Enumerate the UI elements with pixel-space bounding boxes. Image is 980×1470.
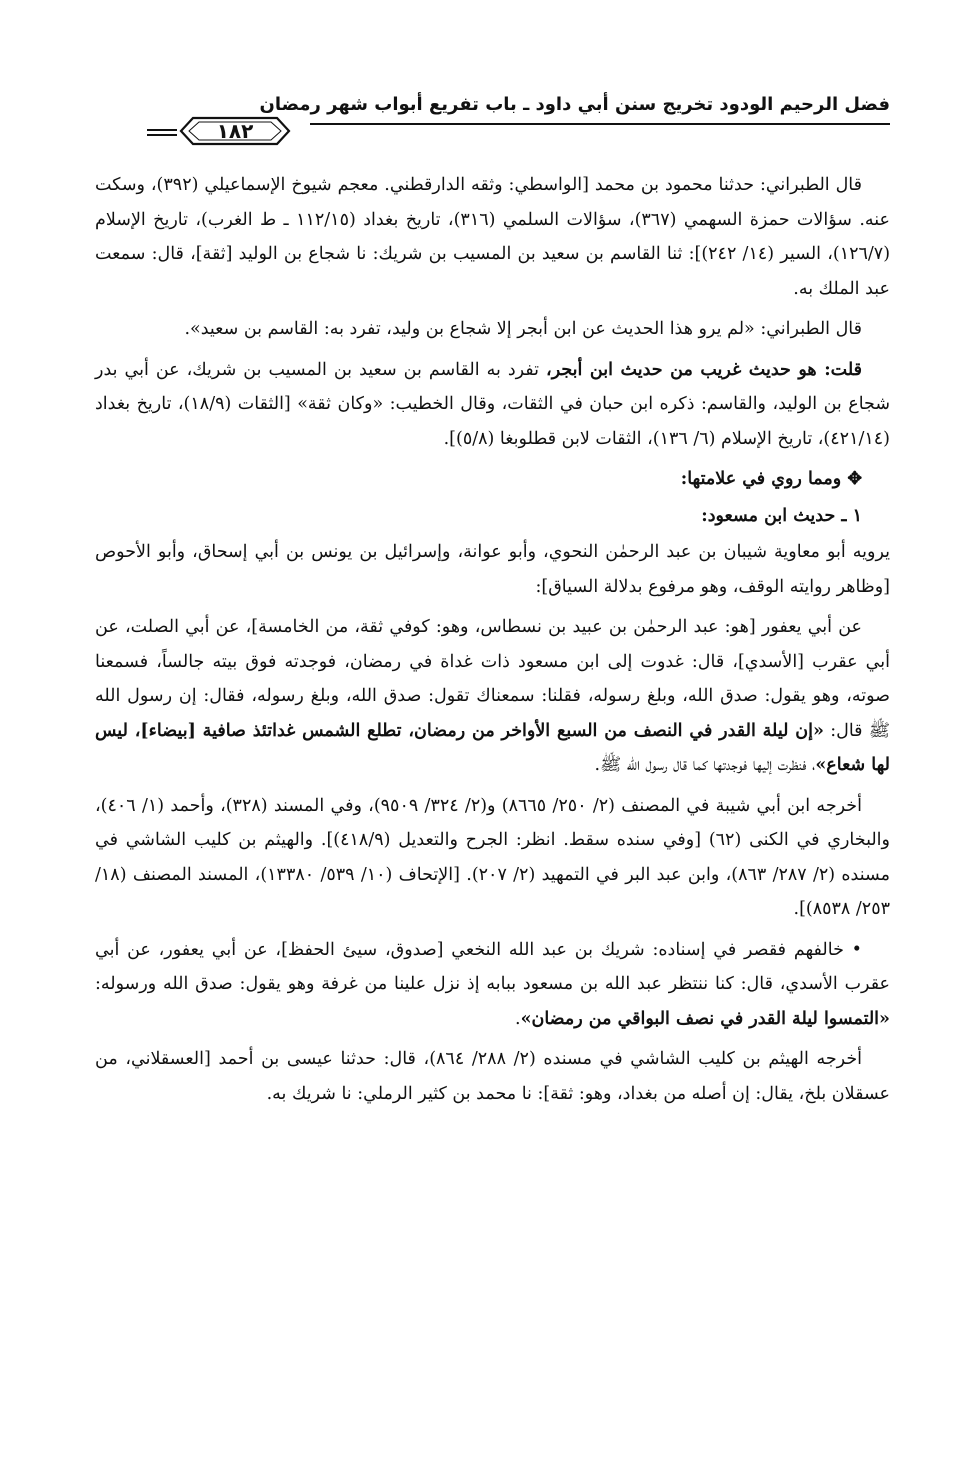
text: تفرد به القاسم بن سعيد بن المسيب بن شريك، عن أبي بدر شجاع بن الوليد، والقاسم: ذكره ابن حبان في الثقات، وقال الخطيب: «وكان ثقة» [الثقات (١٨/٩)، تاريخ بغداد (٤٢١/١٤)، تاريخ الإسلام (٦/ ١٣٦)، الثقات لابن قطلوبغا (٥/٨)].: [95, 359, 891, 449]
running-title: فضل الرحيم الودود تخريج سنن أبي داود ـ باب تفريع أبواب شهر رمضان: [259, 94, 890, 115]
paragraph: أخرجه الهيثم بن كليب الشاشي في مسنده (٢/ ٢٨٨/ ٨٦٤)، قال: حدثنا عيسى بن أحمد [العسقلاني، من عسقلان بلخ، يقال: إن أصله من بغداد، وهو: ثقة]: نا محمد بن كثير الرملي: نا شريك به.: [95, 1049, 890, 1104]
page-header: [155, 92, 890, 156]
text: عن أبي يعفور [هو: عبد الرحمٰن بن عبيد بن نسطاس، وهو: كوفي ثقة، من الخامسة]، عن أبي الصلت، عن أبي عقرب [الأسدي]، قال: غدوت إلى ابن مسعود ذات غداة في رمضان، فوجدته فوق بيته جالساً، فسمعنا صوته، وهو يقول: صدق الله، وبلغ رسوله، فقلنا: سمعناك تقول: صدق الله، وبلغ رسوله، فقال: إن رسول الله ﷺ قال:: [95, 617, 890, 741]
paragraph: يرويه أبو معاوية شيبان بن عبد الرحمٰن النحوي، وأبو عوانة، وإسرائيل بن يونس بن أبي إسحاق، وأبو الأحوص [وظاهر روايته الوقف، وهو مرفوع بدلالة السياق]:: [95, 542, 890, 597]
page-body: [95, 168, 890, 1117]
hadith-text: «إن ليلة القدر في النصف من السبع الأواخر من رمضان، تطلع الشمس غداتئذ صافية [بيضاء]، ليس لها شعاع»: [95, 720, 890, 775]
subsection-heading: ١ ـ حديث ابن مسعود:: [701, 505, 862, 526]
header-dash: [147, 129, 177, 131]
header-rule: [310, 123, 890, 125]
header-dash: [147, 134, 177, 136]
hadith-text: «التمسوا ليلة القدر في نصف البواقي من رمضان»: [520, 1008, 890, 1029]
paragraph: [95, 933, 890, 1037]
page-number-frame: [179, 114, 291, 148]
paragraph: [95, 610, 890, 783]
section-heading: ✥ ومما روي في علامتها:: [680, 469, 862, 489]
page-number: ١٨٢: [216, 119, 254, 143]
text: • خالفهم فقصر في إسناده: شريك بن عبد الله النخعي [صدوق، سيئ الحفظ]، عن أبي يعفور، عن أبي عقرب الأسدي، قال: كنا ننتظر عبد الله بن مسعود ببابه إذ نزل علينا من غرفة وهو يقول: صدق الله ورسوله:: [95, 939, 890, 994]
text: ، فنظرت إليها فوجدتها كما قال رسول الله ﷺ.: [594, 755, 816, 775]
bold-text: قلت: هو حديث غريب من حديث ابن أبجر،: [546, 359, 863, 380]
paragraph: [95, 353, 890, 457]
paragraph: أخرجه ابن أبي شيبة في المصنف (٢/ ٢٥٠/ ٨٦٦٥) و(٢/ ٣٢٤/ ٩٥٠٩)، وفي المسند (٣٢٨)، وأحمد (١/ ٤٠٦)، والبخاري في الكنى (٦٢) [وفي سنده سقط. انظر: الجرح والتعديل (٤١٨/٩)]. والهيثم بن كليب الشاشي في مسنده (٢/ ٢٨٧/ ٨٦٣)، وابن عبد البر في التمهيد (٢/ ٢٠٧). [الإتحاف (١٠/ ٥٣٩/ ١٣٣٨٠)، المسند المصنف (١٨/ ٢٥٣/ ٨٥٣٨)].: [95, 795, 890, 919]
paragraph: قال الطبراني: حدثنا محمود بن محمد [الواسطي: وثقه الدارقطني. معجم شيوخ الإسماعيلي (٣٩٢)، وسكت عنه. سؤالات حمزة السهمي (٣٦٧)، سؤالات السلمي (٣١٦)، تاريخ بغداد (١١٢/١٥ ـ ط الغرب)، تاريخ الإسلام (١٢٦/٧)، السير (١٤/ ٢٤٢)]: ثنا القاسم بن سعيد بن المسيب بن شريك: نا شجاع بن الوليد [ثقة]، قال: سمعت عبد الملك به.: [95, 175, 891, 299]
text: .: [514, 1008, 521, 1029]
paragraph: قال الطبراني: «لم يرو هذا الحديث عن ابن أبجر إلا شجاع بن وليد، تفرد به: القاسم بن سعيد».: [184, 319, 862, 339]
